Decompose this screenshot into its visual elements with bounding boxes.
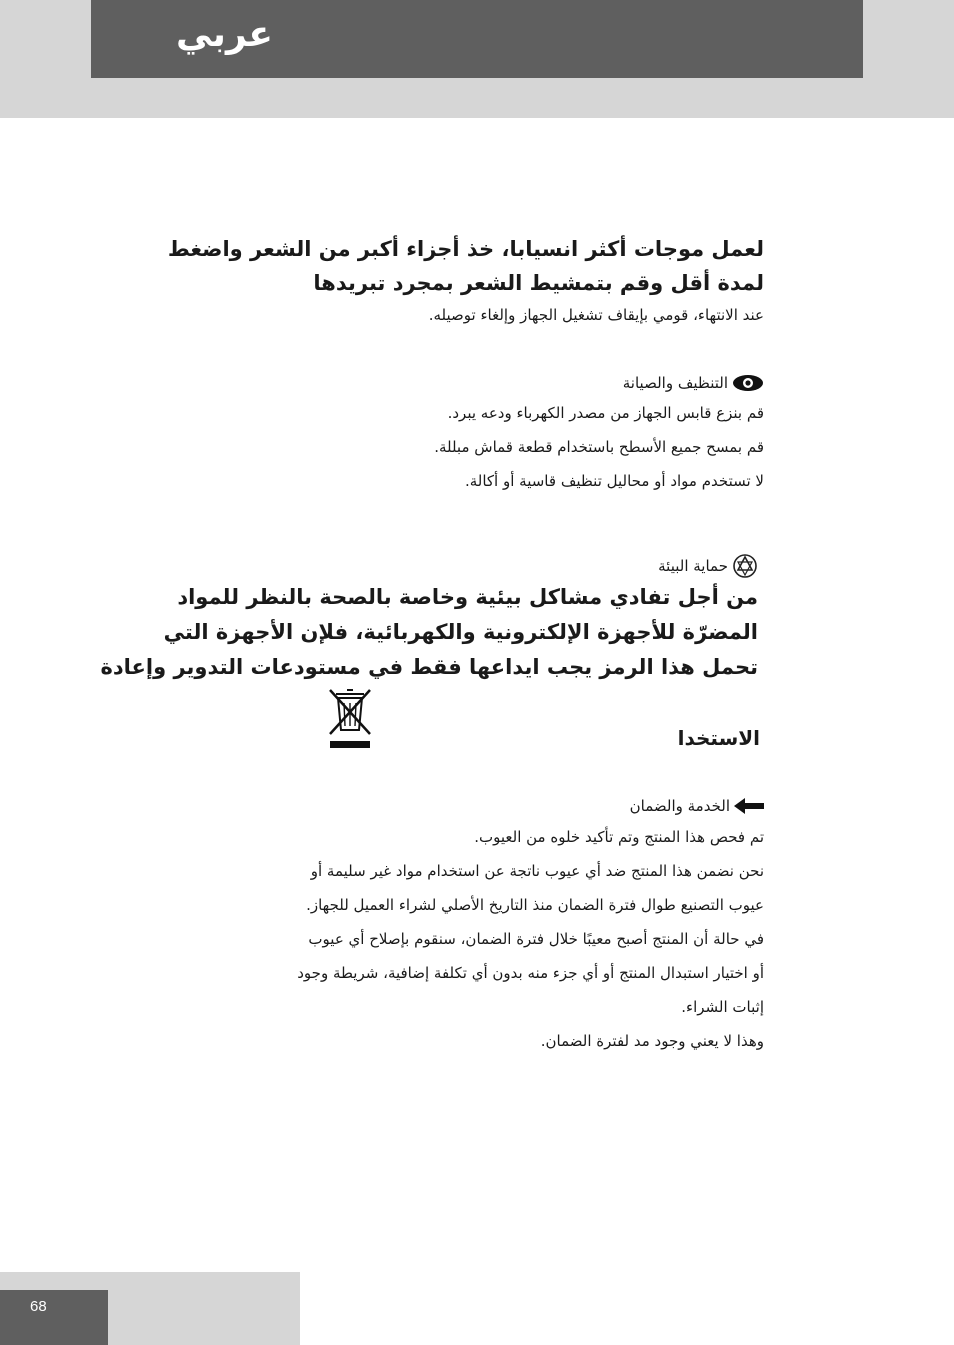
- tip-line: لمدة أقل وقم بتمشيط الشعر بمجرد تبريدها: [313, 271, 764, 295]
- tip-note: عند الانتهاء، قومي بإيقاف تشغيل الجهاز وإلغاء توصيله.: [428, 306, 764, 324]
- environment-continuation: الاستخدا: [677, 726, 760, 750]
- arrow-left-icon: [734, 797, 764, 815]
- service-title: الخدمة والضمان: [629, 797, 730, 815]
- page-number-box: [0, 1290, 108, 1345]
- service-line: نحن نضمن هذا المنتج ضد أي عيوب ناتجة عن استخدام مواد غير سليمة أو: [310, 862, 764, 880]
- cleaning-title: التنظيف والصيانة: [622, 374, 728, 392]
- language-title: عربي: [176, 14, 273, 55]
- environment-title: حماية البيئة: [658, 557, 728, 575]
- service-paragraph: [189, 820, 764, 1058]
- environment-line: تحمل هذا الرمز يجب ايداعها فقط في مستودعات التدوير وإعادة: [100, 655, 758, 679]
- cleaning-section: [434, 370, 764, 498]
- environment-section: [100, 552, 758, 685]
- eye-icon: [732, 373, 764, 393]
- tip-line: لعمل موجات أكثر انسيابا، خذ أجزاء أكبر من الشعر واضغط: [167, 237, 764, 261]
- styling-tips: [168, 232, 764, 330]
- cleaning-line: لا تستخدم مواد أو محاليل تنظيف قاسية أو أكالة.: [464, 472, 764, 490]
- page-number: 68: [30, 1298, 47, 1315]
- recycle-icon: [732, 553, 758, 579]
- cleaning-heading: [434, 370, 764, 396]
- service-line: في حالة أن المنتج أصبح معيبًا خلال فترة الضمان، سنقوم بإصلاح أي عيوب: [308, 930, 764, 948]
- environment-line: من أجل تفادي مشاكل بيئية وخاصة بالصحة بالنظر للمواد: [177, 585, 758, 609]
- cleaning-line: قم بمسح جميع الأسطح باستخدام قطعة قماش مبللة.: [434, 438, 764, 456]
- environment-heading: [173, 552, 758, 580]
- environment-line: المضرّة للأجهزة الإلكترونية والكهربائية، فلإن الأجهزة التي: [163, 620, 758, 644]
- service-section: [189, 792, 764, 1058]
- service-heading: [189, 792, 764, 820]
- service-line: تم فحص هذا المنتج وتم تأكيد خلوه من العيوب.: [474, 828, 764, 846]
- cleaning-line: قم بنزع قابس الجهاز من مصدر الكهرباء ودعه يبرد.: [447, 404, 764, 422]
- service-line: عيوب التصنيع طوال فترة الضمان منذ التاريخ الأصلي لشراء العميل للجهاز.: [306, 896, 764, 914]
- environment-paragraph: [100, 580, 758, 685]
- crossed-out-bin-icon: [322, 686, 378, 750]
- service-line: أو اختيار استبدال المنتج أو أي جزء منه بدون أي تكلفة إضافية، شريطة وجود: [297, 964, 764, 982]
- service-line: وهذا لا يعني وجود مد لفترة الضمان.: [540, 1032, 764, 1050]
- service-line: إثبات الشراء.: [681, 998, 764, 1016]
